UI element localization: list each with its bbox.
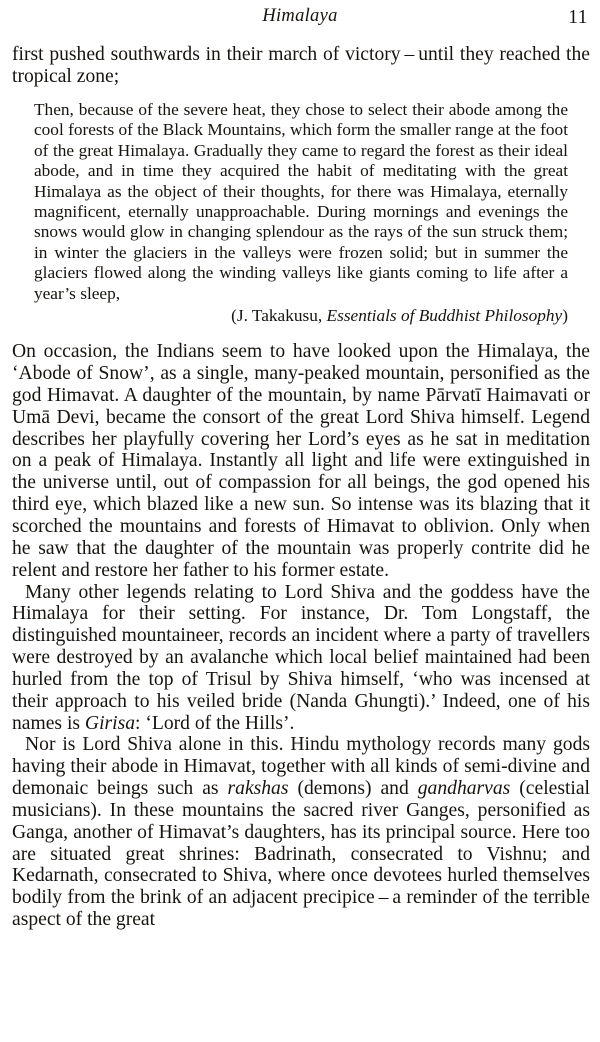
continued-paragraph: first pushed southwards in their march of victory – until they reached the tropical zone; [12, 44, 590, 87]
blockquote-text: Then, because of the severe heat, they chose to select their abode among the cool forests of the Black Mountains, which form the smaller range at the foot of the great Himalaya. Gradually they came to regard the forest as their ideal abode, and in time they acquired the habit of meditating with the great Himalaya as the object of their thoughts, for there was Himalaya, eternally magnificent, eternally unapproachable. During mornings and evenings the snows would glow in changing splendour as the rays of the sun struck them; in winter the glaciers in the valleys were frozen solid; but in summer the glaciers flowed along the winding valleys like giants coming to life after a year’s sleep, [34, 99, 568, 303]
text-block [12, 44, 590, 931]
text-run: Many other legends relating to Lord Shiva and the goddess have the Himalaya for their setting. For instance, Dr. Tom Longstaff, the distinguished mountaineer, records an incident where a party of travellers were destroyed by an avalanche which local belief maintained had been hurled from the top of Trisul by Shiva himself, ‘who was incensed at their approach to his veiled bride (Nanda Ghungti).’ Indeed, one of his names is [12, 581, 590, 734]
text-run: Nor is Lord Shiva alone in this. Hindu mythology records many gods having their abode in Himavat, together with all kinds of semi-divine and demonaic beings such as [12, 734, 590, 800]
running-head [0, 6, 600, 34]
text-run: : ‘Lord of the Hills’. [135, 712, 295, 734]
para-nor-is-lord-shiva [12, 734, 590, 931]
page-number: 11 [568, 7, 588, 28]
spacer [12, 327, 590, 341]
running-head-title: Himalaya [262, 6, 338, 26]
italic-run: Girisa [84, 712, 136, 734]
text-run: On occasion, the Indians seem to have looked upon the Himalaya, the ‘Abode of Snow’, as a single, many-peaked mountain, personified as the god Himavat. A daughter of the mountain, by name Pārvatī Haimavati or Umā Devi, became the consort of the great Lord Shiva himself. Legend describes her playfully covering her Lord’s eyes as he sat in meditation on a peak of Himalaya. Instantly all light and life were extinguished in the universe until, out of compassion for all beings, the god opened his third eye, which blazed like a new sun. So intense was its blazing that it scorched the mountains and forests of Himavat to oblivion. Only when he saw that the daughter of the mountain was properly contrite did he relent and restore her father to his former estate. [12, 341, 590, 581]
prose-paragraphs [12, 341, 590, 931]
quote-attribution-title: Essentials of Buddhist Philosophy [326, 306, 563, 326]
quote-attribution-prefix: (J. Takakusu, [231, 306, 327, 326]
text-run: (demons) and [288, 778, 418, 800]
text-run: (celestial musicians). In these mountains the sacred river Ganges, personified as Ganga, another of Himavat’s daughters, has its principal source. Here too are situated great shrines: Badrinath, consecrated to Vishnu; and Kedarnath, consecrated to Shiva, where once devotees hurled themselves bodily from the brink of an adjacent precipice – a reminder of the terrible aspect of the great [12, 778, 590, 931]
blockquote [12, 100, 568, 305]
quote-attribution-suffix: ) [562, 306, 568, 326]
para-many-other-legends [12, 582, 590, 735]
quote-attribution [12, 305, 568, 327]
italic-run: gandharvas [417, 778, 511, 800]
italic-run: rakshas [227, 778, 289, 800]
para-on-occasion [12, 341, 590, 581]
